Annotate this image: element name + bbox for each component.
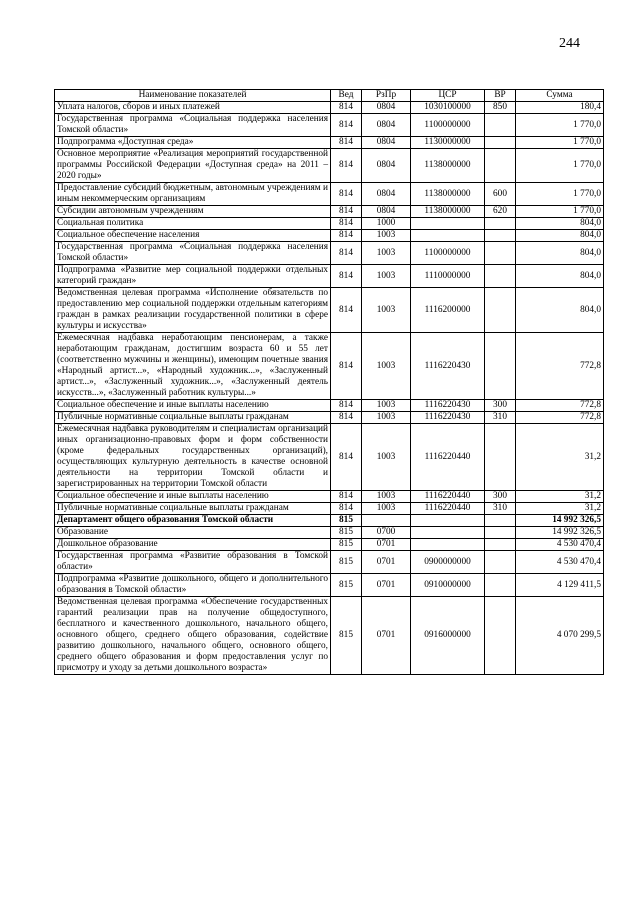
cell-vr — [485, 242, 516, 265]
cell-name: Социальное обеспечение населения — [55, 230, 331, 242]
cell-name: Ведомственная целевая программа «Обеспечение государственных гарантий реализации прав на получение общедоступного, бесплатного и качественного дошкольного, начального общего, основного общего, среднего общего образования, содействие развитию дошкольного, начального общего, основного общего, среднего общего образования и форм предоставления услуг по присмотру и уходу за детьми дошкольного возраста» — [55, 597, 331, 675]
cell-csr: 1116220430 — [411, 333, 485, 400]
cell-csr: 1030100000 — [411, 102, 485, 114]
cell-vr: 620 — [485, 206, 516, 218]
cell-sum: 31,2 — [516, 503, 604, 515]
cell-ved: 815 — [331, 515, 362, 527]
table-row — [55, 527, 604, 539]
cell-csr: 1116220430 — [411, 400, 485, 412]
cell-csr: 1110000000 — [411, 265, 485, 288]
header-sum: Сумма — [516, 90, 604, 102]
cell-csr: 1116200000 — [411, 288, 485, 333]
cell-csr: 1138000000 — [411, 183, 485, 206]
cell-csr: 1116220430 — [411, 412, 485, 424]
cell-csr: 1100000000 — [411, 114, 485, 137]
cell-ved: 814 — [331, 503, 362, 515]
cell-ved: 814 — [331, 114, 362, 137]
cell-name: Предоставление субсидий бюджетным, автономным учреждениям и иным некоммерческим организациям — [55, 183, 331, 206]
table-row — [55, 400, 604, 412]
cell-ved: 815 — [331, 551, 362, 574]
cell-ved: 814 — [331, 183, 362, 206]
cell-csr: 0900000000 — [411, 551, 485, 574]
cell-vr: 310 — [485, 412, 516, 424]
cell-name: Ведомственная целевая программа «Исполнение обязательств по предоставлению мер социальной поддержки отдельным категориям граждан в рамках реализации государственной политики в сфере культуры и искусства» — [55, 288, 331, 333]
cell-sum: 4 530 470,4 — [516, 539, 604, 551]
cell-name: Государственная программа «Социальная поддержка населения Томской области» — [55, 242, 331, 265]
cell-rzpr: 1003 — [362, 503, 411, 515]
cell-sum: 804,0 — [516, 288, 604, 333]
cell-sum: 1 770,0 — [516, 183, 604, 206]
cell-csr: 1116220440 — [411, 503, 485, 515]
table-body — [55, 102, 604, 675]
cell-sum: 1 770,0 — [516, 137, 604, 149]
cell-name: Образование — [55, 527, 331, 539]
table-row — [55, 114, 604, 137]
cell-sum: 1 770,0 — [516, 149, 604, 183]
table-row — [55, 265, 604, 288]
table-row — [55, 183, 604, 206]
cell-sum: 1 770,0 — [516, 206, 604, 218]
cell-rzpr: 1003 — [362, 265, 411, 288]
cell-name: Уплата налогов, сборов и иных платежей — [55, 102, 331, 114]
cell-vr — [485, 333, 516, 400]
cell-vr — [485, 424, 516, 491]
budget-table — [54, 89, 604, 675]
cell-csr — [411, 527, 485, 539]
cell-sum: 772,8 — [516, 333, 604, 400]
cell-rzpr: 1003 — [362, 412, 411, 424]
cell-ved: 814 — [331, 137, 362, 149]
cell-ved: 814 — [331, 333, 362, 400]
cell-ved: 814 — [331, 288, 362, 333]
cell-vr: 300 — [485, 491, 516, 503]
cell-ved: 814 — [331, 242, 362, 265]
cell-vr — [485, 551, 516, 574]
header-csr: ЦСР — [411, 90, 485, 102]
cell-name: Социальное обеспечение и иные выплаты населению — [55, 491, 331, 503]
cell-csr: 0910000000 — [411, 574, 485, 597]
table-header-row — [55, 90, 604, 102]
table-row — [55, 242, 604, 265]
cell-sum: 804,0 — [516, 242, 604, 265]
cell-name: Департамент общего образования Томской области — [55, 515, 331, 527]
cell-ved: 814 — [331, 206, 362, 218]
cell-vr — [485, 265, 516, 288]
cell-vr — [485, 539, 516, 551]
table-row — [55, 137, 604, 149]
table-row — [55, 149, 604, 183]
table-row — [55, 539, 604, 551]
header-name: Наименование показателей — [55, 90, 331, 102]
cell-rzpr: 0804 — [362, 149, 411, 183]
cell-vr — [485, 218, 516, 230]
table-row — [55, 551, 604, 574]
cell-name: Ежемесячная надбавка неработающим пенсионерам, а также неработающим гражданам, достигшим возраста 60 и 55 лет (соответственно мужчины и женщины), имеющим почетные звания «Народный артист...», «Народный художник...», «Заслуженный артист...», «Заслуженный художник...», «Заслуженный деятель искусств...», «Заслуженный работник культуры...» — [55, 333, 331, 400]
cell-vr — [485, 527, 516, 539]
cell-rzpr: 1003 — [362, 230, 411, 242]
cell-vr: 310 — [485, 503, 516, 515]
cell-rzpr: 1003 — [362, 491, 411, 503]
cell-rzpr: 1003 — [362, 242, 411, 265]
cell-vr: 300 — [485, 400, 516, 412]
cell-name: Дошкольное образование — [55, 539, 331, 551]
cell-sum: 1 770,0 — [516, 114, 604, 137]
page-number: 244 — [559, 36, 580, 51]
cell-vr — [485, 574, 516, 597]
cell-vr — [485, 597, 516, 675]
table-row — [55, 515, 604, 527]
cell-ved: 815 — [331, 574, 362, 597]
cell-vr — [485, 288, 516, 333]
cell-rzpr: 1003 — [362, 424, 411, 491]
table-row — [55, 574, 604, 597]
cell-csr: 0916000000 — [411, 597, 485, 675]
cell-csr: 1116220440 — [411, 424, 485, 491]
cell-name: Подпрограмма «Развитие дошкольного, общего и дополнительного образования в Томской области» — [55, 574, 331, 597]
cell-rzpr: 0804 — [362, 114, 411, 137]
cell-sum: 804,0 — [516, 230, 604, 242]
cell-sum: 31,2 — [516, 491, 604, 503]
cell-ved: 814 — [331, 400, 362, 412]
table-row — [55, 288, 604, 333]
cell-sum: 14 992 326,5 — [516, 515, 604, 527]
cell-rzpr: 0804 — [362, 102, 411, 114]
cell-ved: 814 — [331, 491, 362, 503]
table-row — [55, 102, 604, 114]
cell-ved: 814 — [331, 149, 362, 183]
cell-csr: 1116220440 — [411, 491, 485, 503]
cell-vr — [485, 114, 516, 137]
cell-rzpr: 1003 — [362, 288, 411, 333]
cell-rzpr: 0700 — [362, 527, 411, 539]
table-row — [55, 597, 604, 675]
table-row — [55, 218, 604, 230]
table-row — [55, 491, 604, 503]
cell-name: Государственная программа «Развитие образования в Томской области» — [55, 551, 331, 574]
cell-name: Ежемесячная надбавка руководителям и специалистам организаций иных организационно-правовых форм и форм собственности (кроме федеральных государственных организаций), осуществляющих культурную деятельность в качестве основной деятельности на территории Томской области и зарегистрированных на территории Томской области — [55, 424, 331, 491]
cell-rzpr — [362, 515, 411, 527]
cell-ved: 814 — [331, 265, 362, 288]
cell-name: Подпрограмма «Развитие мер социальной поддержки отдельных категорий граждан» — [55, 265, 331, 288]
cell-name: Подпрограмма «Доступная среда» — [55, 137, 331, 149]
cell-rzpr: 0701 — [362, 597, 411, 675]
cell-sum: 4 530 470,4 — [516, 551, 604, 574]
cell-csr — [411, 230, 485, 242]
cell-vr — [485, 137, 516, 149]
cell-name: Субсидии автономным учреждениям — [55, 206, 331, 218]
cell-rzpr: 0804 — [362, 183, 411, 206]
table-row — [55, 206, 604, 218]
cell-rzpr: 0701 — [362, 539, 411, 551]
cell-sum: 4 129 411,5 — [516, 574, 604, 597]
cell-rzpr: 1003 — [362, 333, 411, 400]
cell-ved: 814 — [331, 218, 362, 230]
cell-csr: 1130000000 — [411, 137, 485, 149]
table-row — [55, 230, 604, 242]
table-row — [55, 503, 604, 515]
cell-ved: 815 — [331, 527, 362, 539]
cell-name: Публичные нормативные социальные выплаты гражданам — [55, 503, 331, 515]
cell-csr — [411, 539, 485, 551]
cell-ved: 814 — [331, 230, 362, 242]
header-vr: ВР — [485, 90, 516, 102]
cell-rzpr: 0804 — [362, 137, 411, 149]
cell-csr: 1100000000 — [411, 242, 485, 265]
cell-sum: 180,4 — [516, 102, 604, 114]
cell-name: Государственная программа «Социальная поддержка населения Томской области» — [55, 114, 331, 137]
cell-rzpr: 1000 — [362, 218, 411, 230]
cell-ved: 814 — [331, 424, 362, 491]
cell-csr — [411, 218, 485, 230]
cell-sum: 804,0 — [516, 265, 604, 288]
cell-ved: 814 — [331, 412, 362, 424]
cell-ved: 814 — [331, 102, 362, 114]
cell-ved: 815 — [331, 597, 362, 675]
cell-sum: 31,2 — [516, 424, 604, 491]
cell-rzpr: 0701 — [362, 551, 411, 574]
cell-name: Основное мероприятие «Реализация мероприятий государственной программы Российской Федерации «Доступная среда» на 2011 – 2020 годы» — [55, 149, 331, 183]
table-row — [55, 424, 604, 491]
cell-vr — [485, 230, 516, 242]
cell-sum: 4 070 299,5 — [516, 597, 604, 675]
cell-sum: 14 992 326,5 — [516, 527, 604, 539]
cell-ved: 815 — [331, 539, 362, 551]
cell-vr — [485, 515, 516, 527]
header-ved: Вед — [331, 90, 362, 102]
cell-vr: 850 — [485, 102, 516, 114]
table-row — [55, 412, 604, 424]
cell-csr — [411, 515, 485, 527]
cell-vr — [485, 149, 516, 183]
cell-name: Социальная политика — [55, 218, 331, 230]
cell-sum: 772,8 — [516, 400, 604, 412]
cell-csr: 1138000000 — [411, 149, 485, 183]
cell-name: Публичные нормативные социальные выплаты гражданам — [55, 412, 331, 424]
cell-name: Социальное обеспечение и иные выплаты населению — [55, 400, 331, 412]
table-row — [55, 333, 604, 400]
cell-sum: 772,8 — [516, 412, 604, 424]
cell-rzpr: 0804 — [362, 206, 411, 218]
cell-vr: 600 — [485, 183, 516, 206]
header-rzpr: РзПр — [362, 90, 411, 102]
cell-rzpr: 0701 — [362, 574, 411, 597]
cell-rzpr: 1003 — [362, 400, 411, 412]
cell-sum: 804,0 — [516, 218, 604, 230]
cell-csr: 1138000000 — [411, 206, 485, 218]
